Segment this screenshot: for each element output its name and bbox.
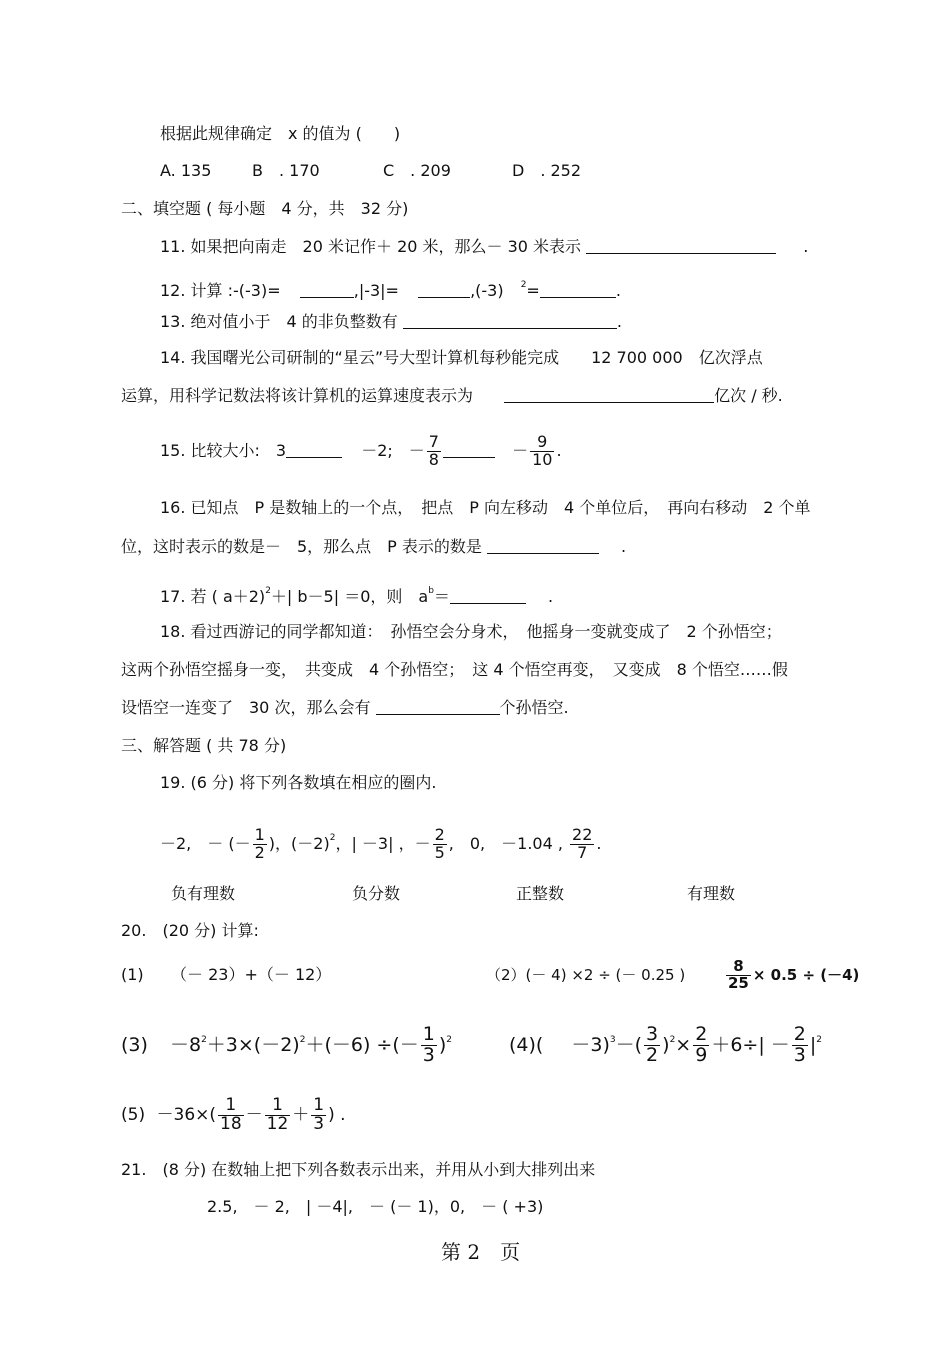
q17-blank [450,589,526,604]
q18-line3 [121,698,569,718]
q19-title: 19. (6 分) 将下列各数填在相应的圈内. [160,773,437,792]
q16-line2: 位，这时表示的数是－ 5，那么点 P 表示的数是 . [121,537,627,556]
q20-part4: $(4)( -3)^3-$( $\frac{3}{2}$ )$^2$× $\frac{2}{9}$ ＋6÷| － $\frac{2}{3}$ $|^2$ [509,1023,822,1066]
q20-fraction-8-25: $\frac{8}{25}$ [728,957,749,992]
q20-part5: (5) －36×( $\frac{1}{18}$ － $\frac{1}{12}$ ＋ $\frac{1}{3}$ ) . [121,1094,346,1134]
q11-text: 11. 如果把向南走 20 米记作＋ 20 米，那么－ 30 米表示 [160,237,582,256]
q20-part1-expr: （－ 23）+（－ 12） [171,965,332,984]
q15-lead: 15. 比较大小: 3 [160,441,287,460]
q19-fraction-1-2: $\frac{1}{2}$ [254,825,265,862]
q20-p4-fraction-2-3: $\frac{2}{3}$ [793,1023,806,1066]
q12-exponent: 2 [520,280,527,290]
q13: 13. 绝对值小于 4 的非负整数有 . [160,312,622,331]
q20-p5-fraction-1-3: $\frac{1}{3}$ [313,1094,325,1134]
q20-part3: $(3) -8^2+3\times(-2)^2+(-6)$ ÷(－ $\frac{1}{3}$ )$^2$ [121,1023,453,1066]
q15-fraction-1: $\frac{7}{8}$ [428,432,439,469]
q16-blank [487,539,599,554]
q15-neg: － [512,441,529,460]
q21-title: 21. (8 分) 在数轴上把下列各数表示出来，并用从小到大排列出来 [121,1160,596,1179]
q17-mid: ＋| b－5| ＝0，则 a [270,587,429,606]
q18-line1: 18. 看过西游记的同学都知道： 孙悟空会分身术， 他摇身一变就变成了 2 个孙悟空； [160,622,782,641]
q21-numbers: 2.5, － 2, | －4|, － (－ 1)，0, － ( +3) [207,1197,544,1216]
section2-title: 二、填空题 ( 每小题 4 分，共 32 分) [121,199,409,218]
q12: 12. 计算 :-(-3)= ,|-3|= ,(-3) $^2$= . [160,280,621,300]
q14-unit: 亿次 / 秒. [714,386,783,405]
q20-p3-fraction-1-3: $\frac{1}{3}$ [422,1023,435,1066]
q12-part-a: 12. 计算 :-(-3)= [160,281,281,300]
q14-blank [504,388,714,403]
q12-part-d: = [526,281,540,300]
q19-category-negative-fraction: 负分数 [352,884,401,903]
q14-line1: 14. 我国曙光公司研制的“星云”号大型计算机每秒能完成 12 700 000 亿次浮点 [160,348,763,367]
q18-blank [376,700,500,715]
q11-blank [586,239,776,254]
q20-part2b-expr: $\frac{8}{25}$ × 0.5 ÷ (－4) [728,957,860,992]
q17-exp-2: b [428,586,434,596]
q10-option-d: D . 252 [512,161,582,180]
q20-part1-label: (1) [121,965,144,984]
q19-fraction-2-5: $\frac{2}{5}$ [434,825,445,862]
q17-exp-1: 2 [265,586,271,596]
q10-option-b: B . 170 [252,161,320,180]
q16-line1: 16. 已知点 P 是数轴上的一个点， 把点 P 向左移动 4 个单位后， 再向右移动 2 个单 [160,498,811,517]
q13-blank [403,314,617,329]
q15: 15. 比较大小: 3 －2; － $\frac{7}{8}$ － $\frac{9}{10}$ . [160,432,562,469]
q19-fraction-22-7: $\frac{22}{7}$ [572,825,593,862]
q17-lead: 17. 若 ( a＋2) [160,587,266,606]
q12-blank-1 [300,283,354,298]
q14-line2-text: 运算，用科学记数法将该计算机的运算速度表示为 [121,386,474,405]
q10-option-c: C . 209 [383,161,451,180]
q20-p5-fraction-1-12: $\frac{1}{12}$ [266,1094,289,1134]
q12-blank-3 [540,283,616,298]
q19-numbers: －2, － (－ $\frac{1}{2}$ )，$(-2)^2$，| －3| ，－ $\frac{2}{5}$ , 0, －1.04 , $\frac{22}{7}$ . [160,825,602,862]
q17: 17. 若 ( a＋2)$^2$＋| b－5| ＝0，则 $a^b=$ . [160,586,554,606]
q19-category-negative-rational: 负有理数 [171,884,236,903]
q18-line2: 这两个孙悟空摇身一变， 共变成 4 个孙悟空； 这 4 个悟空再变， 又变成 8 个悟空……假 [121,660,788,679]
q20-p4-fraction-3-2: $\frac{3}{2}$ [646,1023,659,1066]
q13-text: 13. 绝对值小于 4 的非负整数有 [160,312,398,331]
q18-tail: 个孙悟空. [499,698,569,717]
section3-title: 三、解答题 ( 共 78 分) [121,736,287,755]
q15-blank-2 [443,443,495,458]
page-number: 第 2 页 [441,1240,521,1264]
q11: 11. 如果把向南走 20 米记作＋ 20 米，那么－ 30 米表示 . [160,237,809,256]
q12-part-c: ,(-3) [470,281,504,300]
q17-eq: ＝ [433,587,450,606]
q20-p4-fraction-2-9: $\frac{2}{9}$ [695,1023,708,1066]
q18-line3-text: 设悟空一连变了 30 次，那么会有 [121,698,371,717]
q20-title: 20. (20 分) 计算: [121,921,259,940]
q20-part2-expr: （2）(－ 4) ×2 ÷ (－ 0.25 ) [486,966,686,984]
q10-option-a: A. 135 [160,161,212,180]
q15-fraction-2: $\frac{9}{10}$ [532,432,553,469]
q12-blank-2 [418,283,470,298]
q12-part-b: ,|-3|= [353,281,399,300]
q10-tail: 根据此规律确定 x 的值为 ( ) [160,124,401,143]
q14-line2 [121,386,783,406]
q20-p5-fraction-1-18: $\frac{1}{18}$ [220,1094,242,1134]
q16-line2-text: 位，这时表示的数是－ 5，那么点 P 表示的数是 [121,537,482,556]
q19-category-rational: 有理数 [687,884,736,903]
q19-category-positive-integer: 正整数 [516,884,565,903]
q15-blank-1 [286,443,342,458]
q15-mid: －2; － [361,441,425,460]
